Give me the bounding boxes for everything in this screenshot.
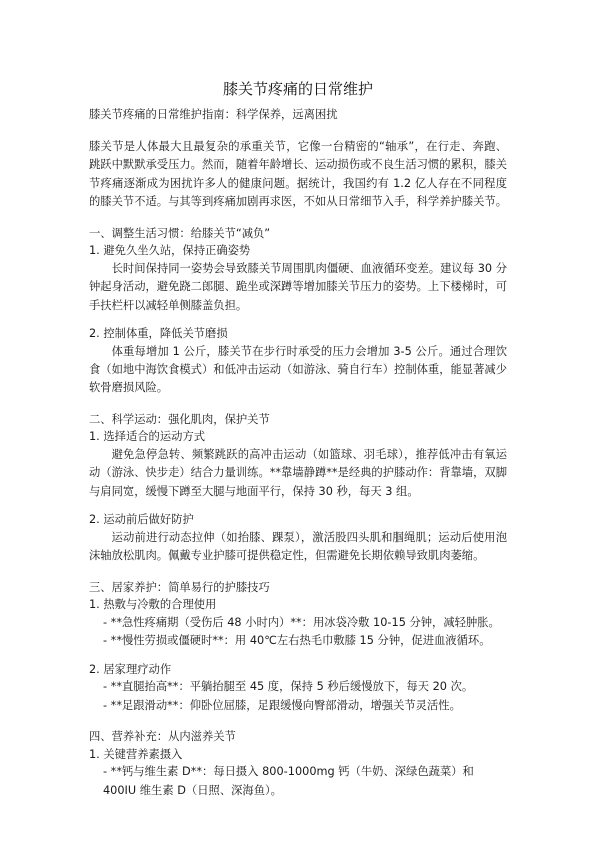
subsection: [89, 596, 507, 650]
subsection: [89, 661, 507, 715]
subsection-heading: 2. 居家理疗动作: [89, 662, 172, 676]
section-home-care: [89, 579, 507, 715]
section-heading: 三、居家养护：简单易行的护膝技巧: [89, 580, 270, 594]
subsection-paragraph: 体重每增加 1 公斤，膝关节在步行时承受的压力会增加 3-5 公斤。通过合理饮食（如地中海饮食模式）和低冲击运动（如游泳、骑自行车）控制体重，能显著减少软骨磨损风险。: [89, 344, 507, 395]
intro-paragraph: 膝关节是人体最大且最复杂的承重关节，它像一台精密的“轴承”，在行走、奔跑、跳跃中默默承受压力。然而，随着年龄增长、运动损伤或不良生活习惯的累积，膝关节疼痛逐渐成为困扰许多人的健康问题。据统计，我国约有 1.2 亿人存在不同程度的膝关节不适。与其等到疼痛加剧再求医，不如从日常细节入手，科学养护膝关节。: [89, 140, 507, 209]
subsection: [89, 325, 507, 398]
list-item: - **足跟滑动**：仰卧位屈膝，足跟缓慢向臀部滑动，增强关节灵活性。: [103, 698, 461, 712]
section-nutrition: [89, 728, 507, 800]
page-title: 膝关节疼痛的日常维护: [222, 80, 373, 98]
list-item: - **直腿抬高**：平躺抬腿至 45 度，保持 5 秒后缓慢放下，每天 20 次。: [103, 680, 474, 694]
section-heading: 四、营养补充：从内滋养关节: [89, 730, 236, 744]
subsection-heading: 1. 避免久坐久站，保持正确姿势: [89, 244, 251, 258]
subsection-paragraph: 长时间保持同一姿势会导致膝关节周围肌肉僵硬、血液循环变差。建议每 30 分钟起身活动，避免跷二郎腿、跪坐或深蹲等增加膝关节压力的姿势。上下楼梯时，可手扶栏杆以减轻单侧膝盖负担。: [89, 261, 507, 312]
section-heading: 二、科学运动：强化肌肉，保护关节: [89, 412, 270, 426]
section-habits: [89, 225, 507, 398]
list-item: - **钙与维生素 D**：每日摄入 800-1000mg 钙（牛奶、深绿色蔬菜）和 400IU 维生素 D（日照、深海鱼）。: [103, 765, 474, 797]
subsection-heading: 1. 关键营养素摄入: [89, 747, 183, 761]
page-subtitle: 膝关节疼痛的日常维护指南：科学保养，远离困扰: [89, 108, 338, 121]
list-item: - **急性疼痛期（受伤后 48 小时内）**：用冰袋冷敷 10-15 分钟，减轻肿胀。: [103, 615, 500, 629]
subsection: [89, 428, 507, 501]
subsection: [89, 242, 507, 315]
subsection: [89, 511, 507, 565]
section-heading: 一、调整生活习惯：给膝关节“减负”: [89, 226, 271, 240]
subsection: [89, 746, 507, 800]
subsection-paragraph: 运动前进行动态拉伸（如抬膝、踝泵），激活股四头肌和腘绳肌；运动后使用泡沫轴放松肌肉。佩戴专业护膝可提供稳定性，但需避免长期依赖导致肌肉萎缩。: [89, 530, 507, 563]
subsection-paragraph: 避免急停急转、频繁跳跃的高冲击运动（如篮球、羽毛球），推荐低冲击有氧运动（游泳、快步走）结合力量训练。**靠墙静蹲**是经典的护膝动作：背靠墙，双脚与肩同宽，缓慢下蹲至大腿与地面平行，保持 30 秒，每天 3 组。: [89, 448, 507, 498]
subsection-heading: 2. 运动前后做好防护: [89, 513, 194, 527]
subsection-heading: 2. 控制体重，降低关节磨损: [89, 327, 228, 341]
subsection-heading: 1. 选择适合的运动方式: [89, 430, 206, 444]
list-item: - **慢性劳损或僵硬时**：用 40℃左右热毛巾敷膝 15 分钟，促进血液循环。: [103, 634, 491, 648]
section-exercise: [89, 411, 507, 566]
subsection-heading: 1. 热敷与冷敷的合理使用: [89, 598, 217, 612]
